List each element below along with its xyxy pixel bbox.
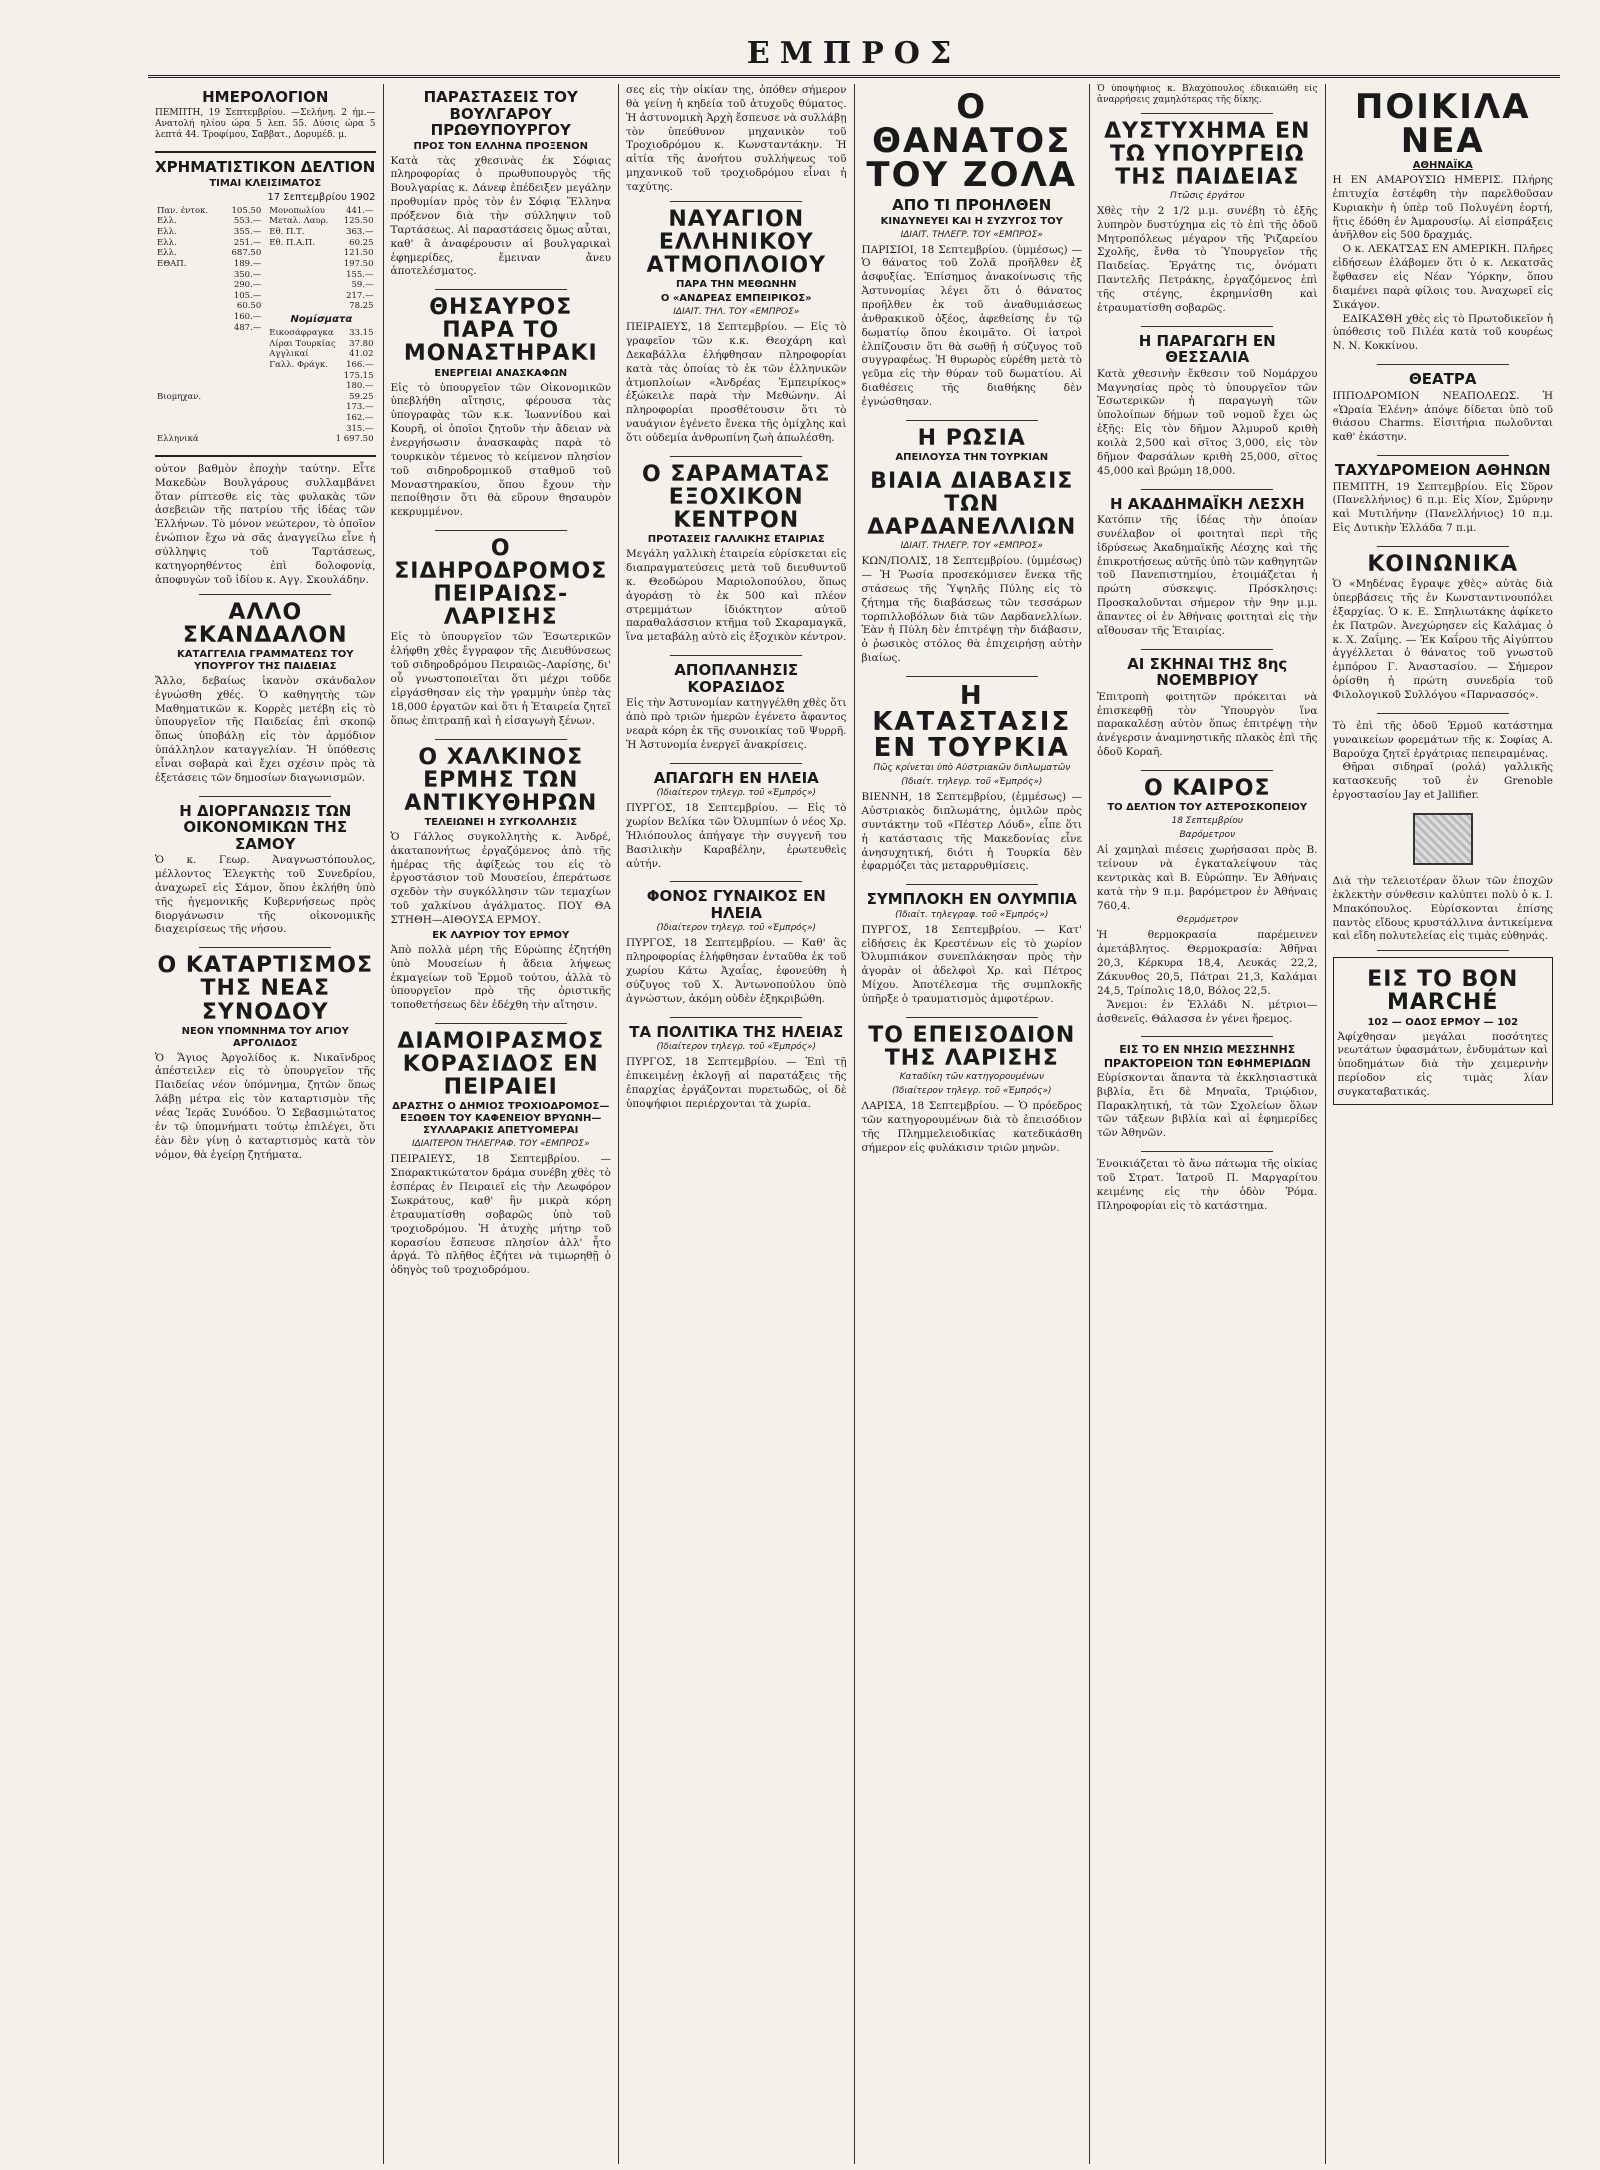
divider <box>1141 489 1273 490</box>
russia-article <box>862 427 1083 666</box>
divider <box>155 151 376 153</box>
market-label <box>155 402 273 413</box>
market-table-right <box>267 206 375 312</box>
pm-article <box>391 89 612 279</box>
larisa-dateline: (Ἰδιαίτερον τηλεγρ. τοῦ «Ἐμπρός») <box>891 1086 1052 1097</box>
market-bulletin <box>155 159 376 445</box>
kidnap-article <box>391 1030 612 1278</box>
zola-title: Ο ΘΑΝΑΤΟΣ ΤΟΥ ΖΟΛΑ <box>866 87 1078 195</box>
november-text: Ἐπιτροπὴ φοιτητῶν πρόκειται νὰ ἐπισκεφθῇ τὸν Ὑπουργὸν ἵνα παρακαλέσῃ αὐτὸν ὅπως ἐπιτρέψῃ τὴν ἀνέγερσιν ἀναμνηστικῆς πλακὸς ἐπὶ τῆς ὁδοῦ Κοραῆ. <box>1097 690 1318 759</box>
coins-title: Νομίσματα <box>290 314 353 325</box>
weather-text-2: Ἡ θερμοκρασία παρέμεινεν ἀμετάβλητος. Θερμοκρασία: Ἀθῆναι 20,3, Κέρκυρα 18,4, Λευκάς 22,2, Ζάκυνθος 20,5, Πάτραι 21,3, Καλάμαι 24,5, Τρίπολις 18,0, Βόλος 22,5. <box>1097 929 1318 997</box>
divider <box>906 676 1038 677</box>
market-value: 125.50 <box>343 216 374 227</box>
market-label: Ελληνικά <box>157 434 199 445</box>
thessaly-title: Η ΠΑΡΑΓΩΓΗ ΕΝ ΘΕΣΣΑΛΙΑ <box>1138 331 1276 367</box>
market-label <box>155 270 222 281</box>
divider <box>670 1017 802 1018</box>
market-row <box>267 216 375 227</box>
divider <box>1141 649 1273 650</box>
market-row <box>155 301 263 312</box>
larisa-text: ΛΑΡΙΣΑ, 18 Σεπτεμβρίου. — Ὁ πρόεδρος τῶν κατηγορουμένων διὰ τὸ ἐπεισόδιον τῆς Πλημμελειοδικίας κατεδικάσθη σήμερον εἰς φυλάκισιν τριῶν μηνῶν. <box>861 1100 1082 1154</box>
politics-dateline: (Ἰδιαίτερον τηλεγρ. τοῦ «Ἐμπρός») <box>656 1042 817 1053</box>
weather-subtitle: ΤΟ ΔΕΛΤΙΟΝ ΤΟΥ ΑΣΤΕΡΟΣΚΟΠΕΙΟΥ <box>1107 802 1308 814</box>
divider <box>906 420 1038 421</box>
divider <box>1377 713 1509 714</box>
column-6 <box>1326 84 1561 2164</box>
market-row <box>267 280 375 291</box>
turkey-title: Η ΚΑΤΑΣΤΑΣΙΣ ΕΝ ΤΟΥΡΚΙΑ <box>872 681 1072 764</box>
market-label: ΕΘΑΠ. <box>157 258 187 269</box>
weather-text-1: Αἱ χαμηλαὶ πιέσεις χωρήσασαι πρὸς Β. τείνουν νὰ ἐγκαταλείψουν τὰς κεντρικὰς καὶ Β. Εὐρώπην. Ἐν Ἀθήναις κατὰ τὴν 9 π.μ. βαρόμετρον ἐν Ἀθήναις 760,4. <box>1097 844 1318 912</box>
market-row <box>155 323 263 334</box>
market-row <box>267 227 375 238</box>
market-label: Γαλλ. Φράγκ. <box>269 359 328 370</box>
market-row <box>267 339 375 350</box>
russia-text: ΚΩΝ/ΠΟΛΙΣ, 18 Σεπτεμβρίου. (ὑμμέσως) — Ἡ Ῥωσία προσεκόμισεν ἔνεκα τῆς στάσεως τῆς Ὑψηλῆς Πύλης εἰς τὸ ζήτημα τῆς διαβάσεως τῶν τεσσάρων τορπιλλοβόλων διὰ τῶν Δαρδανελλίων. Ἐὰν ἡ Πύλη δὲν ἐπιτρέψῃ τὴν διάβασιν, ὁ ῥωσικὸς στόλος θὰ ἐπιχειρήσῃ αὐτὴν βιαίως. <box>861 555 1082 665</box>
scandal-text: Ἄλλο, δεβαίως ἰκανὸν σκάνδαλον ἐγνώσθη χθές. Ὁ καθηγητὴς τῶν Μαθηματικῶν κ. Κορρὲς μετέβη εἰς τὸ ὑπουργεῖον τῆς Παιδείας ἐπὶ σκοπῷ ὅπως ὑποβάλῃ εἰς τὸν ἁρμόδιον ὑπάλληλον καταγγελίαν. Ἡ ὑπόθεσις εἶναι σοβαρὰ καὶ ἔχει σχέσιν πρὸς τὰ ἐξετάσεις τῶν δημοσίων διαγωνισμῶν. <box>155 674 376 784</box>
divider <box>670 456 802 457</box>
accident-title: ΔΥΣΤΥΧΗΜΑ ΕΝ ΤΩ ΥΠΟΥΡΓΕΙΩ ΤΗΣ ΠΑΙΔΕΙΑΣ <box>1104 118 1311 190</box>
russia-title-2: ΒΙΑΙΑ ΔΙΑΒΑΣΙΣ ΤΩΝ ΔΑΡΔΑΝΕΛΛΙΩΝ <box>867 468 1077 541</box>
misc-item-5: Θῆραι σιδηραῖ (ρολά) γαλλικῆς κατασκευῆς τοῦ ἐν Grenoble ἐργοστασίου Jay et Jallifier. <box>1332 761 1553 802</box>
weather-title: Ο ΚΑΙΡΟΣ <box>1144 776 1271 802</box>
bon-marche-ad <box>1333 957 1554 1104</box>
divider <box>199 947 331 948</box>
market-row <box>267 301 375 312</box>
market-value: 363.— <box>346 227 374 237</box>
market-label: Εικοσάφραγκα <box>269 328 334 338</box>
market-row <box>155 270 263 281</box>
market-date: 17 Σεπτεμβρίου 1902 <box>267 191 376 203</box>
coins-table <box>267 328 375 392</box>
market-label <box>267 301 338 312</box>
social-section <box>1333 553 1554 703</box>
hermes-article <box>391 746 612 1014</box>
academy-article <box>1097 496 1318 639</box>
weather-article <box>1097 777 1318 1026</box>
center-title: Ο ΣΑΡΑΜΑΤΑΣ ΕΞΟΧΙΚΟΝ ΚΕΝΤΡΟΝ <box>641 461 831 534</box>
misc-subtitle: ΑΘΗΝΑΪΚΑ <box>1412 160 1473 171</box>
column-2 <box>384 84 620 2164</box>
market-row <box>155 402 376 413</box>
market-label: Ελλ. <box>157 248 177 259</box>
market-label: Αγγλικαί <box>269 349 309 360</box>
misc-item-3: ΕΔΙΚΑΣΘΗ χθὲς εἰς τὸ Πρωτοδικεῖον ἡ ὑπόθεσις τοῦ Πιλέα κατὰ τοῦ κουρέως Ν. Ν. Κοκκίνου. <box>1332 312 1553 353</box>
turkey-subtitle: Πῶς κρίνεται ὑπὸ Αὐστριακῶν διπλωματῶν <box>873 763 1071 774</box>
kidnap-subtitle: ΔΡΑΣΤΗΣ Ο ΔΗΜΙΟΣ ΤΡΟΧΙΟΔΡΟΜΟΣ—ΕΞΩΘΕΝ ΤΟΥ ΚΑΦΕΝΕΙΟΥ ΒΡΥΩΝΗ—ΣΥΛΛΑΡΑΚΙΣ ΑΠΕΤΥΟΜΕΡΑΙ <box>392 1101 610 1137</box>
rail-title: Ο ΣΙΔΗΡΟΔΡΟΜΟΣ ΠΕΙΡΑΙΩΣ-ΛΑΡΙΣΗΣ <box>394 536 608 631</box>
misc-item-6: Διὰ τὴν τελειοτέραν ὅλων τῶν ἐποχῶν ἐκλεκτὴν σύνθεσιν καλύπτει πολὺ ὁ κ. Ι. Μπακόπουλος. Εὑρίσκονται ἐπίσης παντὸς εἴδους κρυστάλλινα ἀντικείμενα καὶ εἴδη πολυτελείας εἰς τιμὰς εὐθηνάς. <box>1332 875 1553 943</box>
market-value: 355.— <box>233 227 262 237</box>
accident-article <box>1097 120 1318 316</box>
accident-text: Χθὲς τὴν 2 1/2 μ.μ. συνέβη τὸ ἑξῆς λυπηρὸν δυστύχημα εἰς τὸ ἐπὶ τῆς ὁδοῦ Μητροπόλεως μέγαρον τῆς Ῥιζαρείου Σχολῆς, ἔνθα τὸ Ὑπουργεῖον τῆς Παιδείας. Ἐργάτης τις, ὀνόματι Παντελῆς Πετράκης, ἐργαζόμενος ἐπὶ τῆς στέγης, ἐκρημνίσθη καὶ ἐτραυματίσθη σοβαρῶς. <box>1097 204 1318 314</box>
market-value: 59.25 <box>349 391 374 402</box>
elis2-title: ΦΟΝΟΣ ΓΥΝΑΙΚΟΣ ΕΝ ΗΛΕΙΑ <box>646 887 826 922</box>
market-value: 1 697.50 <box>335 434 374 445</box>
center-text: Μεγάλη γαλλικὴ ἑταιρεία εὑρίσκεται εἰς διαπραγματεύσεις μετὰ τοῦ διευθυντοῦ κ. Θεοδώρου Μαριολοπούλου, ὅπως ἀγοράσῃ τὸ ἐκ 500 καὶ πλέον στρεμμάτων ἰδιόκτητον αὐτοῦ παραθαλάσσιον κτῆμα τοῦ Σκαραμαγκᾶ, ἵνα μεταβάλῃ αὐτὸ εἰς ἐξοχικὸν κέντρον. <box>626 548 847 644</box>
post-title: ΤΑΧΥΔΡΟΜΕΙΟΝ ΑΘΗΝΩΝ <box>1334 461 1551 480</box>
kidnap-text: ΠΕΙΡΑΙΕΥΣ, 18 Σεπτεμβρίου. — Σπαρακτικώτατον δράμα συνέβη χθὲς τὸ ἑσπέρας ἐν Πειραιεῖ εἰς τὴν Λεωφόρον Σωκράτους, καθ' ἣν μικρὰ κόρη ἐτραυματίσθη σοβαρῶς ὑπὸ τοῦ τροχιοδρόμου. Ἡ ἀτυχὴς μήτηρ τοῦ κορασίου ἔσπευσε πλησίον ἀλλ' ἦτο ἀργά. Τὸ πλῆθος ἐζήτει νὰ τιμωρηθῇ ὁ ὁδηγὸς τοῦ τροχιοδρόμου. <box>390 1153 611 1277</box>
market-value: 251.— <box>233 237 262 248</box>
weather-barometer-label: Βαρόμετρον <box>1179 830 1236 841</box>
elis1-article <box>626 770 847 872</box>
market-label: Εθ. Π.Α.Π. <box>269 237 316 248</box>
market-label <box>155 291 222 302</box>
russia-subtitle: ΑΠΕΙΛΟΥΣΑ ΤΗΝ ΤΟΥΡΚΙΑΝ <box>895 451 1049 463</box>
center-subtitle: ΠΡΟΤΑΣΕΙΣ ΓΑΛΛΙΚΗΣ ΕΤΑΙΡΙΑΣ <box>647 534 825 546</box>
hermes-subtitle: ΤΕΛΕΙΩΝΕΙ Η ΣΥΓΚΟΛΛΗΣΙΣ <box>424 816 578 828</box>
shutter-illustration <box>1413 813 1473 865</box>
synod-subtitle: ΝΕΟΝ ΥΠΟΜΝΗΜΑ ΤΟΥ ΑΓΙΟΥ ΑΡΓΟΛΙΔΟΣ <box>181 1025 349 1049</box>
weather-date: 18 Σεπτεμβρίου <box>1171 816 1243 827</box>
market-row <box>155 434 376 445</box>
divider <box>670 655 802 656</box>
columns <box>148 84 1560 2164</box>
market-value: 162.— <box>346 413 374 423</box>
market-value: 121.50 <box>343 248 374 259</box>
calendar-title: ΗΜΕΡΟΛΟΓΙΟΝ <box>202 88 329 106</box>
market-row <box>267 206 375 217</box>
treasure-text: Εἰς τὸ ὑπουργεῖον τῶν Οἰκονομικῶν ὑπεβλήθη αἴτησις, φέρουσα τὰς ὑπογραφὰς τῶν κ.κ. Ἰωαννίδου καὶ Κουρῆ, οἱ ὁποῖοι ζητοῦν τὴν ἄδειαν νὰ ἐνεργήσωσιν ἀνασκαφὰς παρὰ τὸ τουρκικὸν τέμενος τὸ κείμενον πλησίον τοῦ σιδηροδρομικοῦ σταθμοῦ τοῦ Μοναστηρακίου, ὅπου ἔχουν τὴν πεποίθησιν ὅτι θὰ εὕρουν θησαυρὸν κεκρυμμένον. <box>390 381 611 519</box>
turkey-article <box>862 683 1083 874</box>
politics-article <box>626 1024 847 1112</box>
divider <box>670 763 802 764</box>
zola-dateline: ΙΔΙΑΙΤ. ΤΗΛΕΓΡ. ΤΟΥ «ΕΜΠΡΟΣ» <box>900 229 1043 240</box>
market-row <box>267 381 375 392</box>
market-value: 166.— <box>346 359 374 370</box>
column-3 <box>619 84 855 2164</box>
market-label <box>155 280 222 291</box>
market-label: Μεταλ. Λαυρ. <box>269 216 329 227</box>
synod-text: Ὁ Ἅγιος Ἀργολίδος κ. Νικαῖνδρος ἀπέστειλεν εἰς τὸ ὑπουργεῖον τῆς Παιδείας νέον ὑπόμνημα, ζητῶν ὅπως λάβῃ μέτρα εἰς τὸν καταρτισμὸν τῆς νέας Ἱερᾶς Συνόδου. Ὁ Σεβασμιώτατος ἐν τῷ ὑπομνήματι τούτῳ ἐπιλέγει, ὅτι ἐὰν δὲν γίνῃ ὁ καταρτισμὸς κατὰ τὸν νόμον, θὰ ἐγείρῃ ζητήματα. <box>155 1051 376 1161</box>
turkey-text: ΒΙΕΝΝΗ, 18 Σεπτεμβρίου, (ἐμμέσως) — Αὐστριακὸς διπλωμάτης, ὁμιλῶν πρὸς συντάκτην τοῦ «Πέστερ Λόυδ», εἶπε ὅτι ἡ κατάστασις τῆς Μακεδονίας εἶνε ἀνησυχητική, διότι ἡ Τουρκία δὲν ἐφαρμόζει τὰς μεταρρυθμίσεις. <box>861 791 1082 873</box>
market-label: Λίραι Τουρκίας <box>269 338 336 349</box>
november-title: ΑΙ ΣΚΗΝΑΙ ΤΗΣ 8ης ΝΟΕΜΒΡΙΟΥ <box>1127 654 1288 690</box>
zola-subtitle: ΑΠΟ ΤΙ ΠΡΟΗΛΘΕΝ <box>892 196 1052 214</box>
market-label: Μονοπωλίου <box>269 205 325 216</box>
hermes-text: Ὁ Γάλλος συγκολλητὴς κ. Ἀνδρέ, ἀκαταπονήτως ἐργαζόμενος ἀπὸ τῆς ἡμέρας τῆς ἀφίξεώς του εἰς τὸ ἐργοστάσιον τοῦ Μουσείου, ἐπεράτωσε σχεδὸν τὴν συγκόλλησιν τῶν τεμαχίων τοῦ χαλκίνου ἀγάλματος. ΠΟΥ ΘΑ ΣΤΗΘΗ—ΑΙΘΟΥΣΑ ΕΡΜΟΥ. <box>390 830 611 926</box>
treasure-title: ΘΗΣΑΥΡΟΣ ΠΑΡΑ ΤΟ ΜΟΝΑΣΤΗΡΑΚΙ <box>403 295 598 367</box>
larisa-title: ΤΟ ΕΠΕΙΣΟΔΙΟΝ ΤΗΣ ΛΑΡΙΣΗΣ <box>868 1022 1076 1071</box>
divider <box>1377 455 1509 456</box>
hermes-subtitle-2: ΕΚ ΛΑΥΡΙΟΥ ΤΟΥ ΕΡΜΟΥ <box>432 929 570 941</box>
column-1 <box>148 84 384 2164</box>
olympia-text: ΠΥΡΓΟΣ, 18 Σεπτεμβρίου. — Κατ' εἰδήσεις ἐκ Κρεστένων εἰς τὸ χωρίον Ὀλυμπιάκον συνεπλάκησαν πρὸς τὴν ἀγορὰν οἱ ἀδελφοὶ Χρ. καὶ Πέτρος Μίχου. Ἀποτέλεσμα τῆς συμπλοκῆς ὑπῆρξε ὁ τραυματισμὸς ἀμφοτέρων. <box>861 923 1082 1006</box>
zola-subtitle-2: ΚΙΝΔΥΝΕΥΕΙ ΚΑΙ Η ΣΥΖΥΓΟΣ ΤΟΥ <box>880 215 1063 227</box>
theatre-text: ΙΠΠΟΔΡΟΜΙΟΝ ΝΕΑΠΟΛΕΩΣ. Ἡ «Ὡραία Ἑλένη» ἀπόψε δίδεται ὑπὸ τοῦ θιάσου Charms. Εἰσιτήρια πωλοῦνται καθ' ἑκάστην. <box>1332 389 1553 444</box>
turkey-dateline: (Ἰδιαίτ. τηλεγρ. τοῦ «Ἐμπρός») <box>901 777 1043 788</box>
market-value: 173.— <box>346 402 374 413</box>
market-tables <box>155 206 376 392</box>
bon-marche-title: ΕΙΣ ΤΟ BON MARCHÉ <box>1367 967 1519 1016</box>
market-row <box>155 216 263 227</box>
calendar-article <box>155 89 376 141</box>
market-value: 687.50 <box>231 248 262 259</box>
elis1-text: ΠΥΡΓΟΣ, 18 Σεπτεμβρίου. — Εἰς τὸ χωρίον Βελίκα τῶν Ὀλυμπίων ὁ νέος Χρ. Ἠλιόπουλος ἀπήγαγε τὴν συγγενῆ του Βασιλικὴν Καραβέλην, ἐρωτευθεὶς αὐτήν. <box>626 802 847 870</box>
girl-article <box>626 662 847 752</box>
market-label <box>267 280 338 291</box>
market-row <box>267 248 375 259</box>
elis1-dateline: (Ἰδιαίτερον τηλεγρ. τοῦ «Ἐμπρός») <box>656 788 817 799</box>
center-article <box>626 463 847 645</box>
market-row <box>155 280 263 291</box>
market-value: 197.50 <box>343 258 374 269</box>
market-row <box>267 360 375 371</box>
market-row <box>267 328 375 339</box>
market-value: 290.— <box>233 280 262 291</box>
market-row <box>267 259 375 270</box>
market-label <box>155 312 222 323</box>
elis2-article <box>626 888 847 1006</box>
pm-title: ΠΑΡΑΣΤΑΣΕΙΣ ΤΟΥ ΒΟΥΛΓΑΡΟΥ ΠΡΩΘΥΠΟΥΡΓΟΥ <box>423 88 578 139</box>
market-label: Βιομηχαν. <box>157 391 202 402</box>
elis2-text: ΠΥΡΓΟΣ, 18 Σεπτεμβρίου. — Καθ' ἃς πληροφορίας ἐλήφθησαν ἐνταῦθα ἐκ τοῦ χωρίου Κάτω Ἀχαΐας, ἐφονεύθη ἡ σύζυγος τοῦ Χ. Ἀντωνοπούλου ὑπὸ ἀγνώστων, ἀκόμη οὐδὲν ἐξηκριβώθη. <box>626 937 847 1005</box>
divider <box>199 796 331 797</box>
divider <box>1141 1151 1273 1152</box>
market-row <box>155 424 376 435</box>
scandal-title: ΑΛΛΟ ΣΚΑΝΔΑΛΟΝ <box>182 599 348 648</box>
market-value: 105.50 <box>231 205 262 216</box>
larisa-subtitle: Καταδίκη τῶν κατηγορουμένων <box>899 1072 1044 1083</box>
market-row <box>267 349 375 360</box>
market-label: Ελλ. <box>157 216 177 227</box>
bon-marche-text: Ἀφίχθησαν μεγάλαι ποσότητες νεωτάτων ὑφασμάτων, ἐνδυμάτων καὶ ὑποδημάτων διὰ τὴν χειμερινὴν περίοδον εἰς τιμὰς λίαν συγκαταβατικάς. <box>1337 1030 1548 1098</box>
treasure-subtitle: ΕΝΕΡΓΕΙΑΙ ΑΝΑΣΚΑΦΩΝ <box>434 367 568 379</box>
market-value: 60.50 <box>236 301 262 312</box>
market-table-extra <box>155 392 376 445</box>
bon-marche-address: 102 — ΟΔΟΣ ΕΡΜΟΥ — 102 <box>1367 1016 1519 1028</box>
girl-title: ΑΠΟΠΛΑΝΗΣΙΣ ΚΟΡΑΣΙΔΟΣ <box>674 661 799 696</box>
market-label <box>267 248 338 259</box>
market-label <box>155 323 222 334</box>
hermes-text-2: Ἀπὸ πολλὰ μέρη τῆς Εὐρώπης ἐζητήθη ὑπὸ Μουσείων ἡ ἄδεια λήψεως ἐκμαγείων τοῦ Ἑρμοῦ τούτου, ἀλλὰ τὸ ὑπουργεῖον πρὸ τῆς ὁριστικῆς τοποθετήσεως δὲν ἐδέχθη τὴν αἴτησιν. <box>390 943 611 1012</box>
thessaly-text: Κατὰ χθεσινὴν ἔκθεσιν τοῦ Νομάρχου Μαγνησίας πρὸς τὸ ὑπουργεῖον τῶν Ἐσωτερικῶν ἡ παραγωγὴ τῶν ὑπολοίπων δήμων τοῦ νομοῦ ἔχει ὡς ἑξῆς: Εἰς τὸν δῆμον Ἀλμυροῦ κριθὴ κοιλὰ 2,500 καὶ σῖτος 3,000, εἰς τὸν δῆμον Φαρσάλων κριθὴ 25,000, σῖτος 45,000 καὶ βρώμη 18,000. <box>1097 367 1318 477</box>
rail-article <box>391 537 612 728</box>
scandal-subtitle: ΚΑΤΑΓΓΕΛΙΑ ΓΡΑΜΜΑΤΕΩΣ ΤΟΥ ΥΠΟΥΡΓΟΥ ΤΗΣ ΠΑΙΔΕΙΑΣ <box>177 648 354 672</box>
market-value: 189.— <box>233 258 262 269</box>
market-label <box>267 259 338 270</box>
divider <box>670 881 802 882</box>
politics-text: ΠΥΡΓΟΣ, 18 Σεπτεμβρίου. — Ἐπὶ τῇ ἐπικειμένῃ ἐκλογῇ αἱ παρατάξεις τῆς ἐπαρχίας ἐργάζονται πυρετωδῶς, οἱ δὲ ὑποψήφιοι περιέρχονται τὰ χωρία. <box>626 1056 847 1110</box>
top-text: Ὁ ὑποψήφιος κ. Βλαχόπουλος ἐδικαιώθη εἰς ἀναρρήσεις χαμηλότερας τῆς δίκης. <box>1097 84 1318 106</box>
continued-text: σες εἰς τὴν οἰκίαν της, ὁπόθεν σήμερον θὰ γείνῃ ἡ κηδεία τοῦ ἀτυχοῦς θύματος. Ἡ ἀστυνομικὴ Ἀρχὴ ἔσπευσε νὰ συλλάβῃ τὸν ὑπεύθυνον μηχανικὸν τοῦ Τροχιοδρόμου κ. Κωνσταντάκην. Ἡ αἰτία τῆς ἀνοήτου συλλήψεως τοῦ μηχανικοῦ τοῦ τροχιοδρόμου εἶναι ἡ ταχύτης. <box>626 84 847 194</box>
market-value: 441.— <box>346 205 374 216</box>
treasure-article <box>391 296 612 520</box>
russia-title: Η ΡΩΣΙΑ <box>917 425 1026 451</box>
column-4 <box>855 84 1091 2164</box>
market-label <box>267 381 340 392</box>
synod-title: Ο ΚΑΤΑΡΤΙΣΜΟΣ ΤΗΣ ΝΕΑΣ ΣΥΝΟΔΟΥ <box>157 953 373 1025</box>
market-label <box>267 371 340 382</box>
misc-item-1: Η ΕΝ ΑΜΑΡΟΥΣΙΩ ΗΜΕΡΙΣ. Πλήρης ἐπιτυχία ἐστέφθη τὴν παρελθοῦσαν Κυριακὴν ἡ ὑπὲρ τοῦ Πολυγένη ἑορτή, ἥτις ἐδόθη ἐν Ἀμαρουσίῳ. Αἱ εἰσπράξεις ἀνῆλθον εἰς 500 δραχμάς. <box>1332 174 1553 242</box>
kidnap-title: ΔΙΑΜΟΙΡΑΣΜΟΣ ΚΟΡΑΣΙΔΟΣ ΕΝ ΠΕΙΡΑΙΕΙ <box>397 1029 605 1101</box>
rental-ad: Ἐνοικιάζεται τὸ ἄνω πάτωμα τῆς οἰκίας τοῦ Στρατ. Ἰατροῦ Π. Μαργαρίτου κειμένης εἰς τὴν ὁδὸν Ῥόμα. Πληροφορίαι εἰς τὸ κατάστημα. <box>1097 1158 1318 1212</box>
divider <box>1377 950 1509 951</box>
divider <box>1141 113 1273 114</box>
market-row <box>267 291 375 302</box>
elis1-title: ΑΠΑΓΩΓΗ ΕΝ ΗΛΕΙΑ <box>653 768 819 787</box>
social-text: Ὁ «Μηδένας ἔγραψε χθὲς» αὐτὰς διὰ ὑπερβάσεις τῆς ἐν Κωνσταντινουπόλει ἐξαρχίας. Ὁ κ. Ε. Σπηλιωτάκης ἀφίκετο ἐκ Πατρῶν. Ἀνεχώρησεν εἰς Καλάμας ὁ κ. Χ. Ζαΐμης. — Ἐκ Καΐρου τῆς Αἰγύπτου ἀγγέλλεται ὁ θάνατος τοῦ γνωστοῦ ἐμπόρου Γ. Ἀναστασίου. — Σήμερον ὁρίσθη ἡ πρώτη συνεδρία τοῦ Φιλολογικοῦ Συλλόγου «Παρνασσός». <box>1332 578 1553 702</box>
divider <box>435 739 567 740</box>
post-section <box>1333 462 1554 536</box>
olympia-article <box>862 891 1083 1007</box>
reorg-article <box>155 803 376 938</box>
masthead <box>148 0 1560 78</box>
market-row <box>267 238 375 249</box>
wreck-article <box>626 208 847 446</box>
weather-text-3: Ἄνεμοι: ἐν Ἑλλάδι Ν. μέτριοι—ἀσθενεῖς. Θάλασσα ἐν γένει ἤρεμος. <box>1097 998 1318 1025</box>
market-subtitle: ΤΙΜΑΙ ΚΛΕΙΣΙΜΑΤΟΣ <box>209 177 322 189</box>
market-value: 350.— <box>233 269 262 280</box>
theatre-title: ΘΕΑΤΡΑ <box>1409 370 1477 389</box>
post-text: ΠΕΜΠΤΗ, 19 Σεπτεμβρίου. Εἰς Σῦρον (Πανελλήνιος) 6 π.μ. Εἰς Χίον, Σμύρνην καὶ Μυτιλήνην (Πανελλήνιος) 10 π.μ. Εἰς Δυτικὴν Ἑλλάδα 7 π.μ. <box>1332 480 1553 535</box>
market-row <box>155 238 263 249</box>
market-row <box>155 312 263 323</box>
divider <box>1377 364 1509 365</box>
girl-text: Εἰς τὴν Ἀστυνομίαν κατηγγέλθη χθὲς ὅτι ἀπὸ πρὸ τριῶν ἡμερῶν ἐγένετο ἄφαντος νεαρὰ κόρη ἐκ τῆς συνοικίας τοῦ Ψυρρῆ. Ἡ Ἀστυνομία ἐνεργεῖ ἀνακρίσεις. <box>626 697 847 751</box>
bookstores-text: Εὑρίσκονται ἅπαντα τὰ ἐκκλησιαστικὰ βιβλία, ἔτι δὲ Μηναῖα, Τριῴδιον, Παρακλητική, τὰ τῶν Σχολείων ὅλων τῶν τάξεων βιβλία καὶ αἱ ἐφημερίδες τῶν Ἀθηνῶν. <box>1097 1071 1318 1140</box>
divider <box>435 289 567 290</box>
reorg-title: Η ΔΙΟΡΓΑΝΩΣΙΣ ΤΩΝ ΟΙΚΟΝΟΜΙΚΩΝ ΤΗΣ ΣΑΜΟΥ <box>179 801 352 853</box>
market-value: 60.25 <box>349 237 374 248</box>
market-title: ΧΡΗΜΑΤΙΣΤΙΚΟΝ ΔΕΛΤΙΟΝ <box>155 158 376 177</box>
november-article <box>1097 656 1318 760</box>
market-value: 155.— <box>346 269 374 280</box>
rail-text: Εἰς τὸ ὑπουργεῖον τῶν Ἐσωτερικῶν ἐλήφθη χθὲς ἔγγραφον τῆς Διευθύνσεως τοῦ σιδηροδρόμου Πειραιῶς–Λαρίσης, δι' οὗ γνωστοποιεῖται ὅτι μέχρι τοῦδε εἰργάσθησαν εἰς τὴν γραμμὴν ὑπὲρ τὰς 18,000 ἐργατῶν καὶ ὅτι ἡ Ἑταιρεία ζητεῖ ὅπως ἐπιτραπῇ καὶ ἡ εἰσαγωγὴ ξένων. <box>390 631 611 727</box>
misc-title: ΠΟΙΚΙΛΑ ΝΕΑ <box>1354 87 1531 161</box>
thessaly-article <box>1097 333 1318 479</box>
divider <box>670 201 802 202</box>
calendar-text: ΠΕΜΠΤΗ, 19 Σεπτεμβρίου. —Σελήνη. 2 ήμ.—Ανατολή ηλίου ώρα 5 λεπ. 55. Δύσις ώρα 5 λεπτά 44. Τροφίμου, Σαββατ., Δορυμέδ. μ. <box>155 107 376 140</box>
divider <box>1377 546 1509 547</box>
market-label <box>267 291 338 302</box>
market-row <box>155 206 263 217</box>
market-value: 180.— <box>346 381 374 392</box>
lead-text: οὐτον βαθμὸν ἐποχὴν ταύτην. Εἶτε Μακεδὼν Βουλγάρους συλλαμβάνει ὅταν ρίπτεσθε εἰς τὰς φυλακὰς τῶν ἀσεβειῶν τῆς πατρίου τῆς ἰδέας τῶν Ἑλλήνων. Τὸ μόνον νεώτερον, τὸ ὁποῖον ἐνώπιον ἔχω νὰ σᾶς ἀναγγείλω εἶνε ἡ σύλληψις τοῦ Ταρτάσεως, κατηγορηθέντος ἐπὶ δολοφονίᾳ, ἀποφυγὼν τοῦ ἰδίου κ. Αγγ. Σκουλάδην. <box>155 462 376 586</box>
reorg-text: Ὁ κ. Γεωρ. Ἀναγνωστόπουλος, μέλλοντος Ἐλεγκτὴς τοῦ Συνεδρίου, ἀναχωρεῖ εἰς Σάμον, ὅπου ἐκλήθη ὑπὸ τῆς ἡγεμονικῆς Κυβερνήσεως πρὸς διοργάνωσιν τῆς οἰκονομικῆς διαχειρίσεως τῆς νήσου. <box>155 854 376 936</box>
misc-item-4: Τὸ ἐπὶ τῆς ὁδοῦ Ἑρμοῦ κατάστημα γυναικείων φορεμάτων τῆς κ. Σοφίας Α. Βαρούχα ζητεῖ ἐργάτριας πεπειραμένας. <box>1332 719 1553 760</box>
market-value: 553.— <box>233 216 262 227</box>
divider <box>1141 1036 1273 1037</box>
kidnap-dateline: ΙΔΙΑΙΤΕΡΟΝ ΤΗΛΕΓΡΑΦ. ΤΟΥ «ΕΜΠΡΟΣ» <box>411 1139 590 1150</box>
synod-article <box>155 954 376 1162</box>
zola-article <box>861 87 1083 410</box>
olympia-dateline: (Ἰδιαίτ. τηλεγραφ. τοῦ «Ἐμπρός») <box>895 909 1049 920</box>
divider <box>155 455 376 457</box>
hermes-title: Ο ΧΑΛΚΙΝΟΣ ΕΡΜΗΣ ΤΩΝ ΑΝΤΙΚΥΘΗΡΩΝ <box>404 744 598 816</box>
market-value: 37.80 <box>349 338 374 349</box>
market-label <box>155 424 273 435</box>
larisa-article <box>862 1024 1083 1156</box>
market-label: Ελλ. <box>157 227 177 237</box>
divider <box>906 884 1038 885</box>
misc-item-2: Ο κ. ΛΕΚΑΤΣΑΣ ΕΝ ΑΜΕΡΙΚΗ. Πλῆρες εἰδήσεων ἐλάβομεν ὅτι ὁ κ. Λεκατσᾶς ἔφθασεν εἰς Νέαν Ὑόρκην, ὅπου διαμένει παρὰ φίλοις του. Ἀναχωρεῖ εἰς Σικάγον. <box>1332 243 1553 311</box>
market-value: 175.15 <box>343 370 374 381</box>
wreck-subtitle-2: Ο «ΑΝΔΡΕΑΣ ΕΜΠΕΙΡΙΚΟΣ» <box>660 293 812 305</box>
market-row <box>155 227 263 238</box>
theatre-section <box>1333 371 1554 445</box>
divider <box>199 594 331 595</box>
market-row <box>155 392 376 403</box>
divider <box>1141 770 1273 771</box>
politics-title: ΤΑ ΠΟΛΙΤΙΚΑ ΤΗΣ ΗΛΕΙΑΣ <box>629 1022 844 1041</box>
market-value: 41.02 <box>349 349 374 360</box>
market-value: 487.— <box>233 322 262 333</box>
russia-dateline: ΙΔΙΑΙΤ. ΤΗΛΕΓΡ. ΤΟΥ «ΕΜΠΡΟΣ» <box>900 541 1043 552</box>
market-label <box>155 301 222 312</box>
pm-text: Κατὰ τὰς χθεσινὰς ἐκ Σόφιας πληροφορίας ὁ πρωθυπουργὸς τῆς Βουλγαρίας κ. Δάνεφ ἐπέδειξεν μεγάλην προθυμίαν πρὸς τὸν ἐν Σόφιᾳ Ἕλληνα πρόξενον διὰ τὴν σύλληψιν τοῦ Ταρτάσεως. Αἱ παραστάσεις ὅμως αὗται, καθ' ἃ ἀναφέρουσιν αἱ βουλγαρικαὶ ἐφημερίδες, ἔμειναν ἄνευ ἀποτελέσματος. <box>390 154 611 278</box>
market-label <box>267 270 338 281</box>
market-label <box>155 413 273 424</box>
wreck-title: ΝΑΥΑΓΙΟΝ ΕΛΛΗΝΙΚΟΥ ΑΤΜΟΠΛΟΙΟΥ <box>646 206 827 279</box>
market-row <box>155 291 263 302</box>
column-5 <box>1090 84 1326 2164</box>
market-value: 315.— <box>346 423 374 434</box>
market-row <box>267 270 375 281</box>
market-label: Ελλ. <box>157 237 177 248</box>
divider <box>435 1023 567 1024</box>
market-row <box>155 259 263 270</box>
zola-text: ΠΑΡΙΣΙΟΙ, 18 Σεπτεμβρίου. (ὑμμέσως) — Ὁ θάνατος τοῦ Ζολᾶ προῆλθεν ἐξ ἀσφυξίας. Ἐπίσημος ἀνακοίνωσις τῆς Ἀστυνομίας λέγει ὅτι ὁ θάνατος προῆλθεν ἐκ τοῦ ἀναθυμιάσεως ἀνθρακικοῦ ὀξέος, ἀφεθείσης ἐν τῷ δωματίῳ ὅπου ἐκοιμᾶτο. Οἱ ἰατροὶ ἐλπίζουσιν ὅτι θὰ σωθῇ ἡ σύζυγος τοῦ συγγραφέως. Ἡ θυρωρὸς εὑρέθη μετὰ τὸ γεῦμα εἰς τὴν θύραν τοῦ δωματίου. Αἱ διαθέσεις τῆς διαθήκης δὲν ἐγνώσθησαν. <box>861 243 1082 408</box>
masthead-title: ΕΜΠΡΟΣ <box>746 36 962 71</box>
elis2-dateline: (Ἰδιαίτερον τηλεγρ. τοῦ «Ἐμπρός») <box>656 923 817 934</box>
market-value: 33.15 <box>349 328 374 338</box>
bookstores-title: ΕΙΣ ΤΟ ΕΝ ΝΗΣΙΩ ΜΕΣΣΗΝΗΣ ΠΡΑΚΤΟΡΕΙΟΝ ΤΩΝ ΕΦΗΜΕΡΙΔΩΝ <box>1103 1043 1311 1070</box>
accident-subtitle: Πτῶσις ἐργάτου <box>1169 190 1245 201</box>
wreck-subtitle: ΠΑΡΑ ΤΗΝ ΜΕΘΩΝΗΝ <box>675 279 797 291</box>
social-title: ΚΟΙΝΩΝΙΚΑ <box>1367 552 1519 578</box>
bookstores-article <box>1097 1043 1318 1141</box>
wreck-dateline: ΙΔΙΑΙΤ. ΤΗΛ. ΤΟΥ «ΕΜΠΡΟΣ» <box>673 307 800 318</box>
divider <box>906 1017 1038 1018</box>
market-row <box>155 413 376 424</box>
market-row <box>267 371 375 382</box>
divider <box>435 530 567 531</box>
wreck-text: ΠΕΙΡΑΙΕΥΣ, 18 Σεπτεμβρίου. — Εἰς τὸ γραφεῖον τῶν κ.κ. Θεοχάρη καὶ Δεκαβάλλα ἐλήφθησαν πληροφορίαι κατὰ τὰς ὁποίας τὸ ἐκ τῶν ἑλληνικῶν ἀτμοπλοίων «Ἀνδρέας Ἐμπειρίκος» ἐξώκειλε παρὰ τὴν Μεθώνην. Αἱ πληροφορίαι προσθέτουσιν ὅτι τὸ ναυάγιον ἐγένετο ἕνεκα τῆς ὁμίχλης καὶ ὅτι οὐδεμία ἀνθρωπίνη ζωὴ ἀπωλέσθη. <box>626 321 847 445</box>
market-value: 59.— <box>351 280 374 291</box>
academy-title: Η ΑΚΑΔΗΜΑΪΚΗ ΛΕΣΧΗ <box>1109 494 1305 513</box>
market-value: 105.— <box>233 290 262 301</box>
academy-text: Κατόπιν τῆς ἰδέας τὴν ὁποίαν συνέλαβον οἱ φοιτηταὶ περὶ τῆς ἱδρύσεως Ἀκαδημαϊκῆς Λέσχης καὶ τῆς ἐπικροτήσεως αὐτῆς ὑπὸ τῶν καθηγητῶν τοῦ Πανεπιστημίου, ἐτοιμάζεται ἡ πρώτη σύσκεψις. Πρόσκλησις: Προσκαλοῦνται σήμερον τὴν 9ην μ.μ. ἅπαντες οἱ ἐν Ἀθήναις φοιτηταὶ εἰς τὴν αἴθουσαν τῆς Ἑταιρίας. <box>1097 514 1318 637</box>
scandal-article <box>155 601 376 786</box>
market-label: Παν. έντοκ. <box>157 205 209 216</box>
weather-thermometer-label: Θερμόμετρον <box>1176 915 1238 926</box>
divider <box>1141 326 1273 327</box>
misc-section <box>1332 87 1554 354</box>
market-row <box>155 248 263 259</box>
olympia-title: ΣΥΜΠΛΟΚΗ ΕΝ ΟΛΥΜΠΙΑ <box>866 890 1077 909</box>
market-value: 160.— <box>233 312 262 322</box>
pm-subtitle: ΠΡΟΣ ΤΟΝ ΕΛΛΗΝΑ ΠΡΟΞΕΝΟΝ <box>413 140 589 152</box>
market-table-left <box>155 206 263 334</box>
market-value: 78.25 <box>349 301 374 312</box>
market-value: 217.— <box>346 290 374 301</box>
market-label: Εθ. Π.Τ. <box>269 227 305 237</box>
